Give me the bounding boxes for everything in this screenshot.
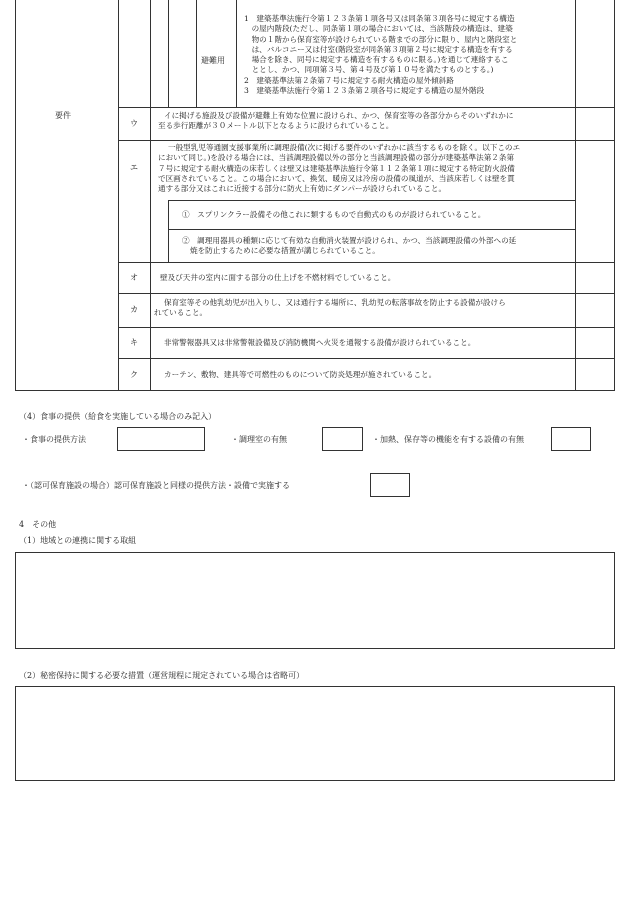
privacy-heading: （2）秘密保持に関する必要な措置（運営規程に規定されている場合は省略可） — [19, 671, 305, 680]
row-mark-ku: ク — [130, 370, 138, 379]
heating-storage-field[interactable] — [551, 427, 591, 451]
evacuation-item-line: 2 建築基準法第２条第７号に規定する耐火構造の屋外傾斜路 — [244, 75, 454, 85]
table-col-divider — [575, 0, 576, 390]
table-row-divider — [118, 327, 615, 328]
evacuation-label: 避難用 — [201, 56, 225, 65]
row-e-line: 一般型乳児等通園支援事業所に調理設備(次に掲げる要件のいずれかに該当するものを除く。以下このエ — [168, 143, 521, 152]
row-ku-text: カーテン、敷物、建具等で可燃性のものについて防炎処理が施されていること。 — [164, 370, 437, 379]
table-row-divider — [118, 107, 615, 108]
evacuation-item-line: 場合を除き、同号に規定する構造を有するものに限る。)を通じて連絡するこ — [244, 55, 509, 64]
table-border-bottom — [15, 390, 615, 391]
row-ka-text — [154, 298, 572, 319]
table-col-divider — [150, 0, 151, 390]
row-e-line: 通する部分又はこれに近接する部分に防火上有効にダンパーが設けられていること。 — [158, 184, 447, 193]
table-col-divider — [236, 0, 237, 107]
community-field[interactable] — [15, 552, 615, 649]
row-e-line: で区画されていること。この場合において、換気、暖房又は冷房の設備の風道が、当該床若しくは壁を貫 — [158, 173, 515, 183]
licensed-facility-field[interactable] — [370, 473, 410, 497]
row-u-line: イに掲げる施設及び設備が避難上有効な位置に設けられ、かつ、保育室等の各部分からそのいずれかに — [164, 111, 514, 120]
meal-method-label: ・食事の提供方法 — [22, 435, 86, 444]
heating-storage-label: ・加熱、保存等の機能を有する設備の有無 — [372, 435, 524, 444]
row-u-text — [158, 111, 572, 132]
row-e-sub1: ① スプリンクラー設備その他これに類するもので自動式のものが設けられていること。 — [182, 210, 486, 219]
row-e-line: ７号に規定する耐火構造の床若しくは壁又は建築基準法施行令第１１２条第１項に規定する特定防火設備 — [158, 163, 515, 173]
table-col-divider — [168, 200, 169, 262]
licensed-facility-label: ・（認可保育施設の場合）認可保育施設と同様の提供方法・設備で実施する — [22, 481, 290, 490]
community-heading: （1）地域との連携に関する取組 — [19, 536, 137, 545]
kitchen-field[interactable] — [322, 427, 363, 451]
evacuation-item-line: ととし、かつ、同項第３号、第４号及び第１０号を満たすものとする。) — [244, 65, 494, 75]
table-row-divider — [118, 140, 615, 141]
meal-method-field[interactable] — [117, 427, 205, 451]
row-mark-ka: カ — [130, 305, 138, 314]
table-border-right — [614, 0, 615, 390]
table-border-left — [15, 0, 16, 390]
evacuation-items — [244, 14, 574, 96]
meals-heading: （4）食事の提供（給食を実施している場合のみ記入） — [19, 412, 217, 421]
row-u-line: 至る歩行距離が３０メートル以下となるように設けられていること。 — [158, 121, 394, 131]
row-o-text: 壁及び天井の室内に面する部分の仕上げを不燃材料でしていること。 — [160, 273, 396, 282]
table-row-divider — [118, 293, 615, 294]
row-mark-e: エ — [130, 163, 138, 172]
evacuation-item-line: 1 建築基準法施行令第１２３条第１項各号又は同条第３項各号に規定する構造 — [244, 14, 515, 23]
table-row-divider — [118, 358, 615, 359]
evacuation-item-line: は、バルコニー又は付室(階段室が同条第３項第２号に規定する構造を有する — [244, 44, 513, 54]
table-row-divider — [118, 262, 615, 263]
row-e-text — [158, 143, 572, 194]
evacuation-item-line: 物の１階から保育室等が設けられている階までの部分に限り、屋内と階段室と — [244, 34, 518, 44]
section-label: 要件 — [55, 111, 71, 120]
evacuation-item-line: の屋内階段(ただし、同条第１項の場合においては、当該階段の構造は、建築 — [244, 24, 513, 34]
evacuation-item-line: 3 建築基準法施行令第１２３条第２項各号に規定する構造の屋外階段 — [244, 85, 485, 95]
kitchen-label: ・調理室の有無 — [231, 435, 287, 444]
table-row-divider — [168, 200, 575, 201]
table-col-divider — [118, 0, 119, 390]
row-ka-line: れていること。 — [154, 308, 208, 318]
row-mark-ki: キ — [130, 338, 138, 347]
table-col-divider — [168, 0, 169, 107]
row-e-sub2-line: ② 調理用器具の種類に応じて有効な自動消火装置が設けられ、かつ、当該調理設備の外部への延 — [182, 236, 517, 245]
row-e-sub2-line: 焼を防止するために必要な措置が講じられていること。 — [190, 246, 380, 256]
row-mark-u: ウ — [130, 119, 138, 128]
row-e-sub2 — [182, 236, 572, 257]
table-col-divider — [196, 0, 197, 107]
other-heading: 4 その他 — [19, 520, 57, 529]
row-e-line: において同じ。)を設ける場合には、当該調理設備以外の部分と当該調理設備の部分が建築基準法第２条第 — [158, 153, 515, 163]
row-ka-line: 保育室等その他乳幼児が出入りし、又は通行する場所に、乳幼児の転落事故を防止する設備が設けら — [164, 298, 506, 307]
table-row-divider — [168, 229, 575, 230]
privacy-field[interactable] — [15, 686, 615, 781]
row-mark-o: オ — [130, 273, 138, 282]
row-ki-text: 非常警報器具又は非常警報設備及び消防機関へ火災を通報する設備が設けられていること。 — [164, 338, 476, 347]
